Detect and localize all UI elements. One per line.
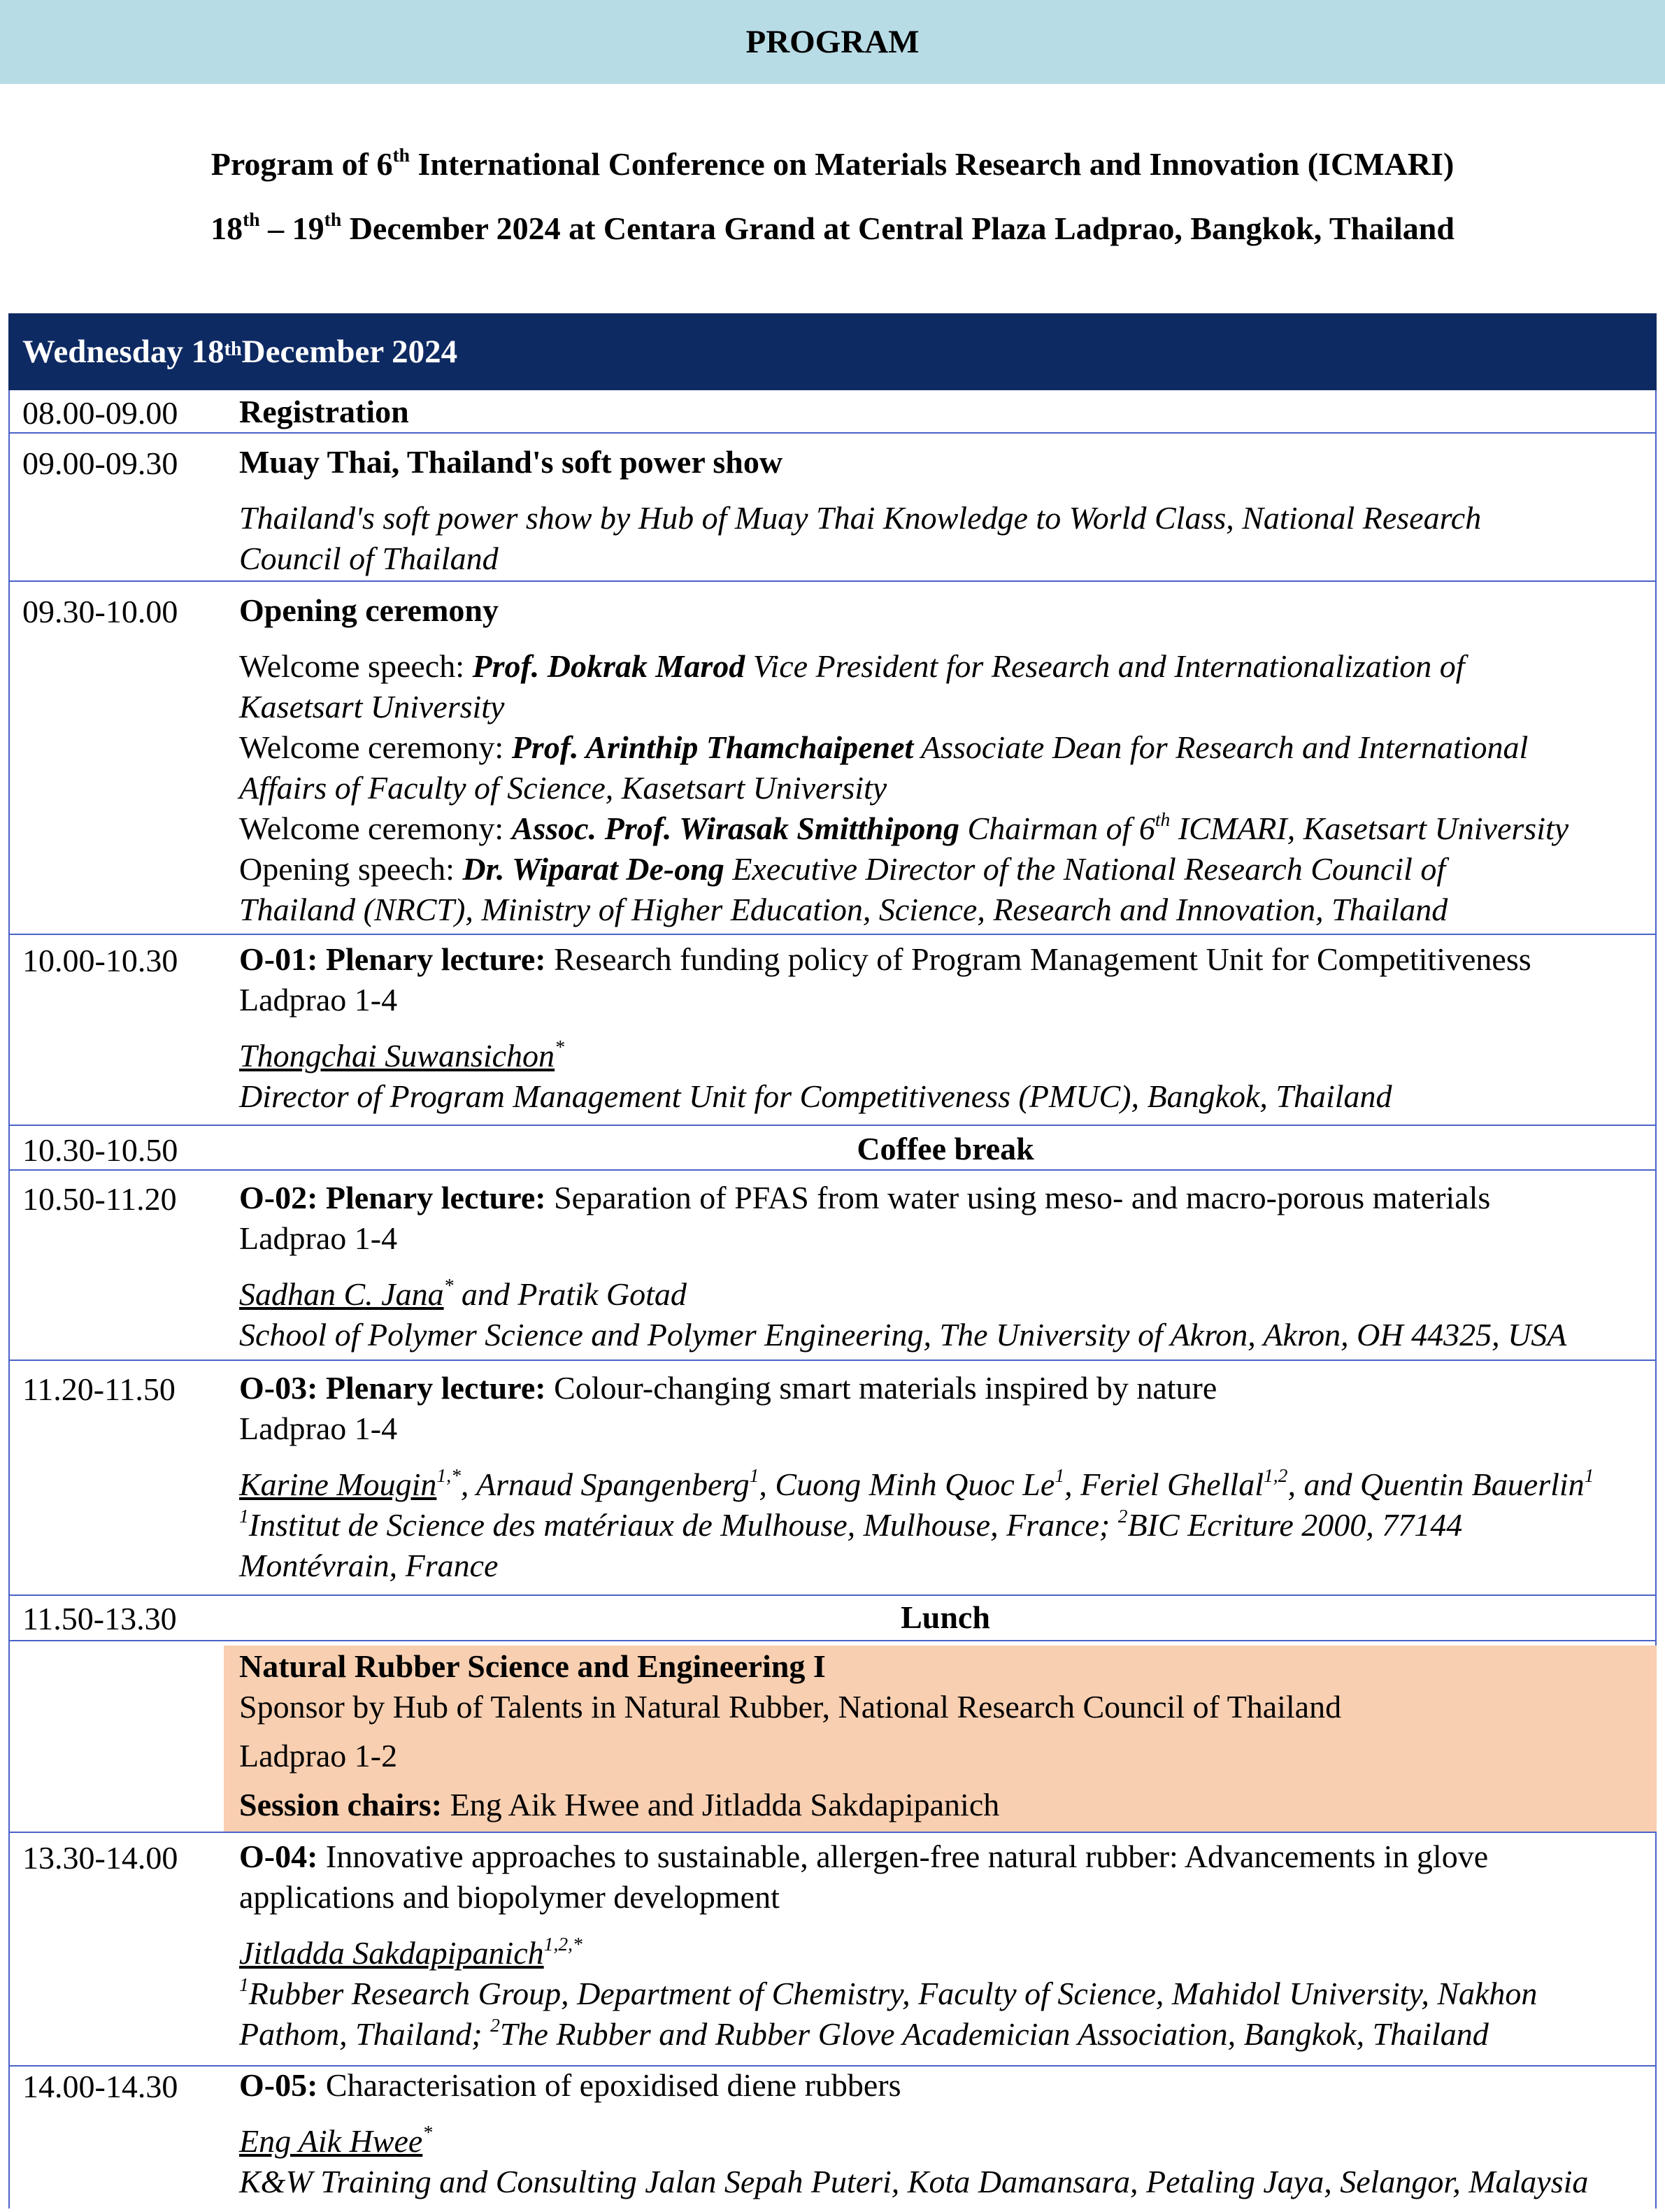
- affiliation-sup: 1: [239, 1504, 249, 1527]
- session-chairs: Eng Aik Hwee and Jitladda Sakdapipanich: [442, 1787, 1000, 1822]
- time-slot: 10.00-10.30: [22, 943, 178, 978]
- speaker-name: Prof. Dokrak Marod: [472, 648, 745, 684]
- break-label: Coffee break: [857, 1131, 1034, 1166]
- coauthor: , Arnaud Spangenberg: [460, 1467, 750, 1502]
- chairs-label: Session chairs:: [239, 1787, 443, 1822]
- row-divider: [8, 1169, 1657, 1171]
- time-slot: 11.50-13.30: [22, 1601, 177, 1636]
- day-text: December 2024: [241, 334, 458, 370]
- affiliation: The Rubber and Rubber Glove Academician Association, Bangkok, Thailand: [499, 2016, 1489, 2052]
- row-divider: [8, 1594, 1657, 1596]
- date-text: December 2024 at Centara Grand at Central Plaza Ladprao, Bangkok, Thailand: [341, 211, 1455, 246]
- speaker-name: Prof. Arinthip Thamchaipenet: [511, 729, 914, 765]
- affiliation: BIC Ecriture 2000, 77144: [1127, 1507, 1463, 1543]
- affiliation-sup: 2: [1117, 1504, 1128, 1527]
- talk-code: O-02: Plenary lecture:: [239, 1180, 546, 1215]
- author-sup: *: [443, 1273, 454, 1296]
- time-slot: 08.00-09.00: [22, 395, 178, 431]
- speech-item: [239, 646, 1652, 687]
- room-label: Ladprao 1-4: [239, 1411, 398, 1446]
- event-title: Muay Thai, Thailand's soft power show: [239, 444, 783, 480]
- row-divider: [8, 1640, 1657, 1641]
- talk-title: applications and biopolymer development: [239, 1879, 780, 1915]
- speaker-role: Kasetsart University: [239, 689, 505, 725]
- room-label: Ladprao 1-2: [239, 1738, 398, 1774]
- affiliation: Institut de Science des matériaux de Mulhouse, Mulhouse, France;: [248, 1507, 1118, 1543]
- time-slot: 09.30-10.00: [22, 594, 178, 629]
- speaker-role: Chairman of 6: [959, 811, 1155, 846]
- coauthor: , and Quentin Bauerlin: [1287, 1467, 1585, 1502]
- talk-title: Innovative approaches to sustainable, allergen-free natural rubber: Advancements in glove: [317, 1839, 1489, 1874]
- speech-item: [239, 727, 1652, 768]
- time-slot: 10.50-11.20: [22, 1181, 177, 1217]
- break-label: Lunch: [901, 1599, 990, 1635]
- speaker-role: ICMARI, Kasetsart University: [1170, 811, 1569, 846]
- speaker-role: Affairs of Faculty of Science, Kasetsart University: [239, 770, 887, 806]
- row-divider: [8, 1125, 1657, 1126]
- banner-label: PROGRAM: [745, 24, 920, 60]
- title-sup: th: [392, 143, 410, 166]
- event-description: Thailand's soft power show by Hub of Muay Thai Knowledge to World Class, National Research: [239, 500, 1482, 536]
- coauthor: , Cuong Minh Quoc Le: [759, 1467, 1055, 1502]
- room-label: Ladprao 1-4: [239, 1220, 398, 1256]
- program-banner: [0, 0, 1665, 84]
- speech-item: [239, 808, 1652, 849]
- conference-title: [0, 145, 1665, 183]
- author-name: Eng Aik Hwee: [239, 2123, 423, 2159]
- affiliation: Montévrain, France: [239, 1548, 499, 1583]
- session-sponsor: Sponsor by Hub of Talents in Natural Rubber, National Research Council of Thailand: [239, 1689, 1342, 1725]
- author-sup: 1,*: [436, 1464, 461, 1486]
- room-label: Ladprao 1-4: [239, 982, 398, 1018]
- speech-label: Welcome ceremony:: [239, 729, 512, 765]
- table-border-right: [1655, 390, 1657, 2209]
- talk-code: O-03: Plenary lecture:: [239, 1370, 546, 1406]
- row-divider: [8, 432, 1657, 434]
- time-slot: 14.00-14.30: [22, 2069, 178, 2104]
- row-divider: [8, 934, 1657, 935]
- day-text: Wednesday 18: [22, 334, 224, 370]
- speaker-role: Vice President for Research and Internationalization of: [745, 648, 1465, 684]
- author-name: Jitladda Sakdapipanich: [239, 1935, 544, 1971]
- talk-title: Separation of PFAS from water using meso- and macro-porous materials: [545, 1180, 1491, 1215]
- coauthor: , Feriel Ghellal: [1064, 1467, 1264, 1502]
- author-sup: 1: [749, 1464, 759, 1486]
- speech-label: Welcome ceremony:: [239, 811, 512, 846]
- talk-code: O-05:: [239, 2067, 318, 2103]
- author-sup: *: [422, 2120, 433, 2143]
- event-title: Registration: [239, 394, 409, 429]
- affiliation-sup: 2: [490, 2013, 500, 2036]
- talk-code: O-04:: [239, 1839, 318, 1874]
- affiliation: Rubber Research Group, Department of Chemistry, Faculty of Science, Mahidol University, Nakhon: [248, 1976, 1538, 2011]
- talk-title: Characterisation of epoxidised diene rubbers: [317, 2067, 901, 2103]
- date-text: – 19: [259, 211, 324, 246]
- affiliation: School of Polymer Science and Polymer Engineering, The University of Akron, Akron, OH 44325, USA: [239, 1317, 1567, 1353]
- row-divider: [8, 1360, 1657, 1361]
- speech-label: Opening speech:: [239, 851, 463, 887]
- author-sup: 1,2: [1263, 1464, 1288, 1486]
- title-text: International Conference on Materials Research and Innovation (ICMARI): [410, 146, 1455, 182]
- talk-title: Colour-changing smart materials inspired by nature: [545, 1370, 1217, 1406]
- speaker-role: Thailand (NRCT), Ministry of Higher Education, Science, Research and Innovation, Thailand: [239, 892, 1448, 927]
- session-title: Natural Rubber Science and Engineering I: [239, 1648, 826, 1684]
- author-sup: 1: [1055, 1464, 1065, 1486]
- speaker-name: Assoc. Prof. Wirasak Smitthipong: [511, 811, 960, 846]
- affiliation-sup: 1: [239, 1973, 249, 1995]
- conference-dates: [0, 210, 1665, 247]
- date-sup: th: [324, 208, 342, 230]
- talk-code: O-01: Plenary lecture:: [239, 941, 546, 977]
- time-slot: 09.00-09.30: [22, 445, 178, 481]
- author-sup: 1,2,*: [543, 1932, 583, 1955]
- time-slot: 10.30-10.50: [22, 1132, 178, 1168]
- author-name: Karine Mougin: [239, 1467, 437, 1502]
- time-slot: 11.20-11.50: [22, 1371, 176, 1407]
- event-title: Opening ceremony: [239, 592, 499, 628]
- table-border-left: [8, 390, 10, 2209]
- affiliation: Pathom, Thailand;: [239, 2016, 491, 2052]
- date-text: 18: [210, 211, 243, 246]
- time-slot: 13.30-14.00: [22, 1840, 178, 1876]
- author-sup: *: [555, 1035, 564, 1057]
- date-sup: th: [243, 208, 260, 230]
- speaker-role: Associate Dean for Research and International: [913, 729, 1529, 765]
- speaker-role: Executive Director of the National Research Council of: [724, 851, 1446, 887]
- affiliation: Director of Program Management Unit for Competitiveness (PMUC), Bangkok, Thailand: [239, 1078, 1392, 1114]
- speech-label: Welcome speech:: [239, 648, 473, 684]
- row-divider: [8, 580, 1657, 582]
- ordinal-sup: th: [1155, 808, 1171, 830]
- event-description: Council of Thailand: [239, 541, 499, 576]
- affiliation: K&W Training and Consulting Jalan Sepah Puteri, Kota Damansara, Petaling Jaya, Selangor, Malaysia: [239, 2164, 1589, 2199]
- author-sup: 1: [1584, 1464, 1594, 1486]
- speaker-name: Dr. Wiparat De-ong: [462, 851, 724, 887]
- coauthors: and Pratik Gotad: [453, 1276, 687, 1312]
- author-name: Thongchai Suwansichon: [239, 1038, 555, 1073]
- day-header: Wednesday 18 $^{th}$ December 2024: [8, 313, 1657, 390]
- author-name: Sadhan C. Jana: [239, 1276, 444, 1312]
- row-divider: [8, 1832, 1657, 1833]
- talk-title: Research funding policy of Program Management Unit for Competitiveness: [545, 941, 1531, 977]
- title-text: Program of 6: [210, 146, 393, 182]
- speech-item: [239, 849, 1652, 890]
